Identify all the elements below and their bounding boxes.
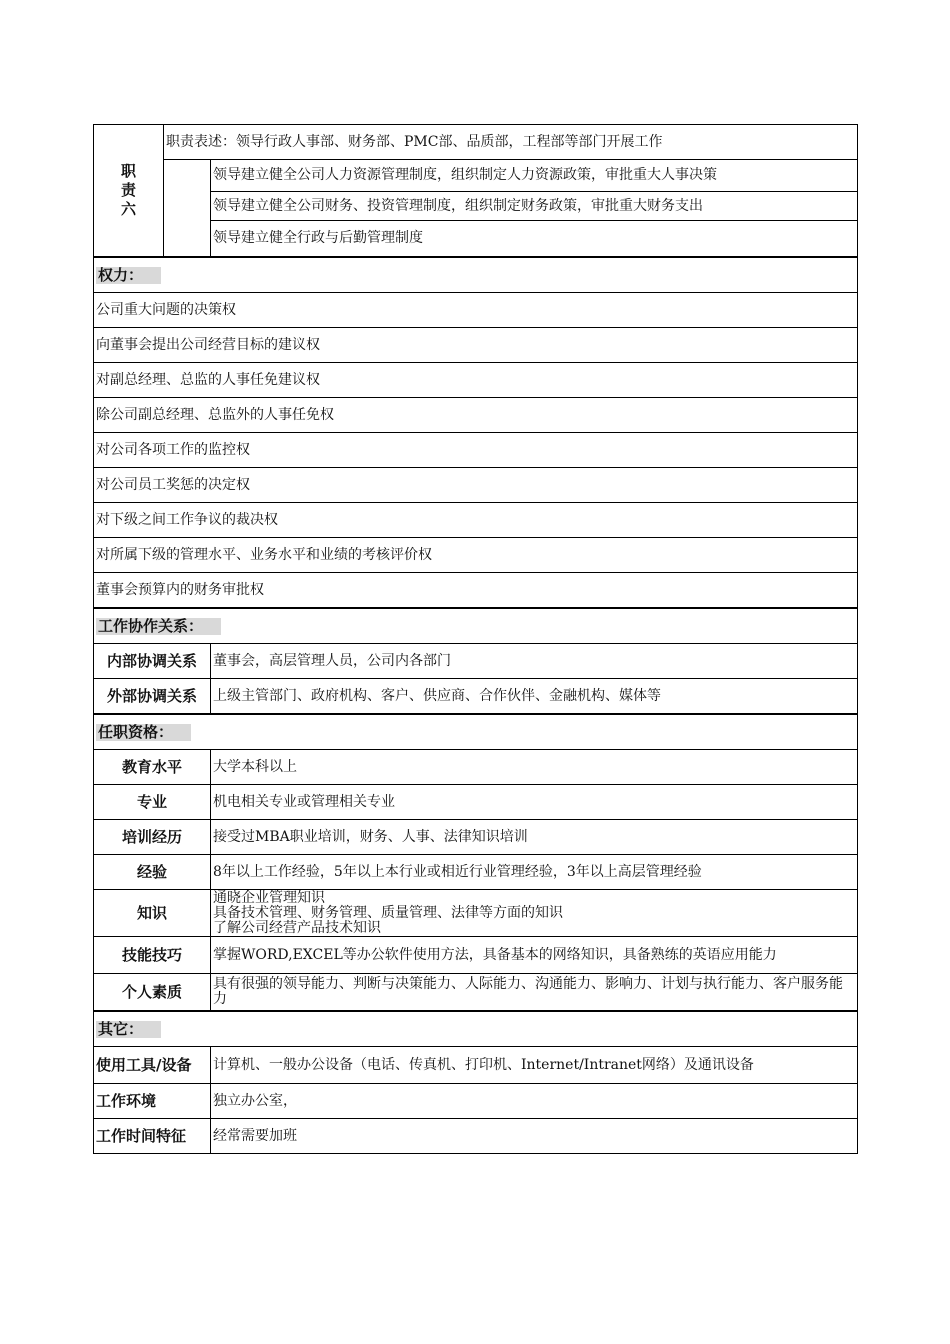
qualification-label: 个人素质 (94, 974, 211, 1012)
other-label: 工作时间特征 (94, 1119, 211, 1154)
qualification-label: 培训经历 (94, 820, 211, 855)
authority-item: 对公司各项工作的监控权 (94, 433, 858, 468)
other-row (94, 1047, 858, 1084)
other-row (94, 1084, 858, 1119)
duty-item-row (94, 160, 858, 192)
qualification-value: 通晓企业管理知识 具备技术管理、财务管理、质量管理、法律等方面的知识 了解公司经营产品技术知识 (211, 890, 858, 937)
qualification-row (94, 820, 858, 855)
cooperation-title: 工作协作关系： (96, 618, 221, 635)
qualification-row (94, 974, 858, 1012)
duty-description: 职责表述：领导行政人事部、财务部、PMC部、品质部，工程部等部门开展工作 (164, 125, 858, 160)
cooperation-header-row (94, 608, 858, 644)
cooperation-label: 外部协调关系 (94, 679, 211, 715)
qualification-title-cell (94, 714, 858, 750)
authority-item: 向董事会提出公司经营目标的建议权 (94, 328, 858, 363)
authority-item: 董事会预算内的财务审批权 (94, 573, 858, 609)
cooperation-row (94, 644, 858, 679)
authority-item: 公司重大问题的决策权 (94, 293, 858, 328)
duty-spacer-cell (164, 160, 211, 258)
qualification-value: 机电相关专业或管理相关专业 (211, 785, 858, 820)
authority-item: 对所属下级的管理水平、业务水平和业绩的考核评价权 (94, 538, 858, 573)
qualification-row (94, 785, 858, 820)
cooperation-value: 上级主管部门、政府机构、客户、供应商、合作伙伴、金融机构、媒体等 (211, 679, 858, 715)
duty-label: 职 责 六 (94, 125, 164, 258)
qualification-row (94, 855, 858, 890)
qualification-value: 具有很强的领导能力、判断与决策能力、人际能力、沟通能力、影响力、计划与执行能力、客户服务能力 (211, 974, 858, 1012)
cooperation-value: 董事会，高层管理人员，公司内各部门 (211, 644, 858, 679)
qualification-label: 技能技巧 (94, 937, 211, 974)
cooperation-label: 内部协调关系 (94, 644, 211, 679)
qualification-value: 大学本科以上 (211, 750, 858, 785)
job-description-table (93, 124, 858, 1154)
cooperation-title-cell (94, 608, 858, 644)
duty-item: 领导建立健全公司人力资源管理制度，组织制定人力资源政策，审批重大人事决策 (211, 160, 858, 192)
authority-item: 除公司副总经理、总监外的人事任免权 (94, 398, 858, 433)
authority-title: 权力： (96, 267, 161, 284)
authority-item: 对副总经理、总监的人事任免建议权 (94, 363, 858, 398)
other-value: 计算机、一般办公设备（电话、传真机、打印机、Internet/Intranet网络）及通讯设备 (211, 1047, 858, 1084)
other-title: 其它： (96, 1021, 161, 1038)
qualification-value: 8年以上工作经验，5年以上本行业或相近行业管理经验，3年以上高层管理经验 (211, 855, 858, 890)
other-header-row (94, 1011, 858, 1047)
qualification-value: 接受过MBA职业培训，财务、人事、法律知识培训 (211, 820, 858, 855)
qualification-row (94, 750, 858, 785)
authority-item: 对公司员工奖惩的决定权 (94, 468, 858, 503)
cooperation-row (94, 679, 858, 715)
qualification-label: 专业 (94, 785, 211, 820)
authority-item: 对下级之间工作争议的裁决权 (94, 503, 858, 538)
other-value: 经常需要加班 (211, 1119, 858, 1154)
duty-item: 领导建立健全公司财务、投资管理制度，组织制定财务政策，审批重大财务支出 (211, 192, 858, 221)
qualification-row (94, 937, 858, 974)
duty-item: 领导建立健全行政与后勤管理制度 (211, 221, 858, 258)
other-label: 工作环境 (94, 1084, 211, 1119)
qualification-label: 教育水平 (94, 750, 211, 785)
other-title-cell (94, 1011, 858, 1047)
qualification-label: 知识 (94, 890, 211, 937)
qualification-value: 掌握WORD,EXCEL等办公软件使用方法，具备基本的网络知识，具备熟练的英语应用能力 (211, 937, 858, 974)
authority-title-cell (94, 257, 858, 293)
qualification-header-row (94, 714, 858, 750)
qualification-row (94, 890, 858, 937)
authority-header-row (94, 257, 858, 293)
other-label: 使用工具/设备 (94, 1047, 211, 1084)
other-value: 独立办公室， (211, 1084, 858, 1119)
duty-description-row (94, 125, 858, 160)
qualification-title: 任职资格： (96, 724, 191, 741)
other-row (94, 1119, 858, 1154)
job-description-document (93, 124, 857, 1154)
qualification-label: 经验 (94, 855, 211, 890)
